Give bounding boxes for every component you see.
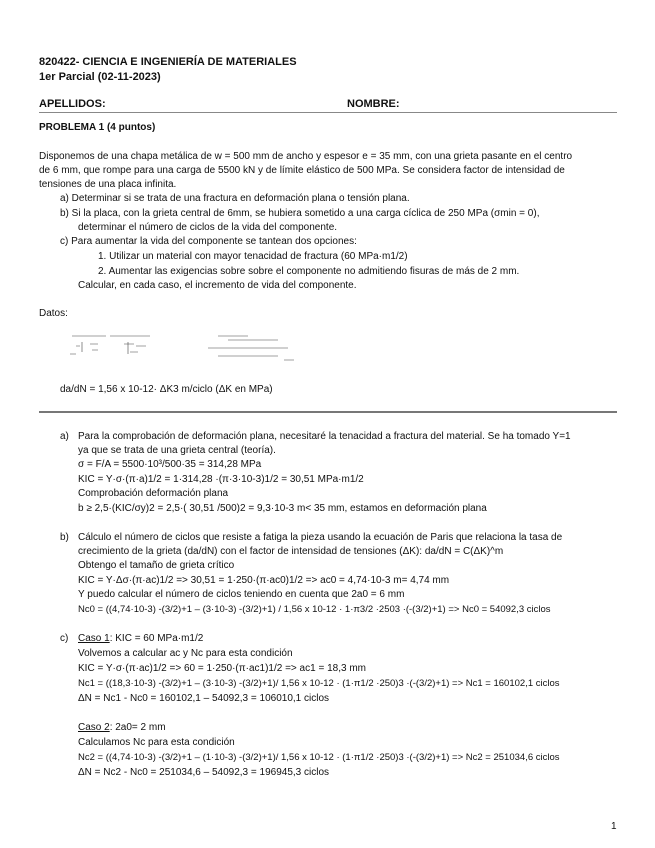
formula-images: [68, 330, 308, 374]
option-1: 1. Utilizar un material con mayor tenacidad de fractura (60 MPa·m1/2): [98, 251, 408, 262]
question-a: a) Determinar si se trata de una fractura en deformación plana o tensión plana.: [60, 193, 410, 204]
question-b-cont: determinar el número de ciclos de la vida del componente.: [78, 222, 338, 233]
solution-b-line: Y puedo calcular el número de ciclos teniendo en cuenta que 2a0 = 6 mm: [78, 589, 405, 600]
case-2-heading: [78, 721, 166, 734]
page-number: 1: [611, 821, 617, 832]
solution-b-line: KIC = Y·Δσ·(π·ac)1/2 => 30,51 = 1·250·(π·ac0)1/2 => ac0 = 4,74·10-3 m= 4,74 mm: [78, 575, 450, 586]
case-1-line: Volvemos a calcular ac y Nc para esta condición: [78, 648, 293, 659]
solution-a-line: Comprobación deformación plana: [78, 488, 229, 499]
solution-b-line: crecimiento de la grieta (da/dN) con el factor de intensidad de tensiones (ΔK): da/dN = C(ΔK)^m: [78, 546, 504, 557]
course-title: 820422- CIENCIA E INGENIERÍA DE MATERIALES: [39, 56, 297, 68]
question-b: b) Si la placa, con la grieta central de 6mm, se hubiera sometido a una carga cíclica de 250 MPa (σmin = 0),: [60, 208, 540, 219]
solution-b-line: Cálculo el número de ciclos que resiste a fatiga la pieza usando la ecuación de Paris que relaciona la tasa de: [78, 532, 563, 543]
datos-label: Datos:: [39, 308, 68, 319]
solution-b-line: Nc0 = ((4,74·10-3) -(3/2)+1 – (3·10-3) -(3/2)+1) / 1,56 x 10-12 · 1·π3/2 ·2503 ·(-(3/2)+1) => Nc0 = 54092,3 ciclos: [78, 604, 551, 615]
problem-title: PROBLEMA 1 (4 puntos): [39, 122, 156, 133]
statement-line: Disponemos de una chapa metálica de w = 500 mm de ancho y espesor e = 35 mm, con una grieta pasante en el centro: [39, 151, 573, 162]
case-1-line: Nc1 = ((18,3·10-3) -(3/2)+1 – (3·10-3) -(3/2)+1)/ 1,56 x 10-12 · (1·π1/2 ·250)3 ·(-(3/2)+1) => Nc1 = 160102,1 ciclos: [78, 678, 560, 689]
formula-scribble: [70, 342, 98, 354]
solution-a-line: ya que se trata de una grieta central (teoría).: [78, 445, 276, 456]
case-2-line: Nc2 = ((4,74·10-3) -(3/2)+1 – (1·10-3) -(3/2)+1)/ 1,56 x 10-12 · (1·π1/2 ·250)3 ·(-(3/2)+1) => Nc2 = 251034,6 ciclos: [78, 752, 560, 763]
case-2-line: ΔN = Nc2 - Nc0 = 251034,6 – 54092,3 = 196945,3 ciclos: [78, 767, 330, 778]
solution-a-line: KIC = Y·σ·(π·a)1/2 = 1·314,28 ·(π·3·10-3)1/2 = 30,51 MPa·m1/2: [78, 474, 364, 485]
question-c-instruction: Calcular, en cada caso, el incremento de vida del componente.: [78, 280, 357, 291]
case-1-title: Caso 1: [78, 633, 110, 644]
solution-a-line: Para la comprobación de deformación plana, necesitaré la tenacidad a fractura del material. Se ha tomado Y=1: [78, 431, 571, 442]
case-1-line: ΔN = Nc1 - Nc0 = 160102,1 – 54092,3 = 106010,1 ciclos: [78, 693, 330, 704]
section-divider: [39, 411, 617, 413]
solution-b-label: b): [60, 532, 69, 543]
exam-title: 1er Parcial (02-11-2023): [39, 71, 161, 83]
paris-law: da/dN = 1,56 x 10-12· ΔK3 m/ciclo (ΔK en MPa): [60, 384, 273, 395]
formula-scribble: [208, 336, 294, 360]
apellidos-label: APELLIDOS:: [39, 98, 106, 110]
solution-a-label: a): [60, 431, 69, 442]
case-2-line: Calculamos Nc para esta condición: [78, 737, 235, 748]
case-1-rest: : KIC = 60 MPa·m1/2: [109, 633, 204, 644]
case-2-title: Caso 2: [78, 722, 110, 733]
formula-scribble: [124, 342, 146, 354]
solution-a-line: b ≥ 2,5·(KIC/σy)2 = 2,5·( 30,51 /500)2 = 9,3·10-3 m< 35 mm, estamos en deformación plana: [78, 503, 487, 514]
case-1-line: KIC = Y·σ·(π·ac)1/2 => 60 = 1·250·(π·ac1)1/2 => ac1 = 18,3 mm: [78, 663, 366, 674]
solution-b-line: Obtengo el tamaño de grieta crítico: [78, 560, 235, 571]
statement-line: tensiones de una placa infinita.: [39, 179, 177, 190]
nombre-label: NOMBRE:: [347, 98, 400, 110]
case-2-rest: : 2a0= 2 mm: [109, 722, 166, 733]
header-divider: [39, 112, 617, 113]
case-1-heading: [78, 632, 203, 645]
solution-a-line: σ = F/A = 5500·10³/500·35 = 314,28 MPa: [78, 459, 262, 470]
statement-line: de 6 mm, que rompe para una carga de 5500 kN y de límite elástico de 500 MPa. Se considera factor de intensidad de: [39, 165, 565, 176]
option-2: 2. Aumentar las exigencias sobre sobre el componente no admitiendo fisuras de más de 2 mm.: [98, 266, 520, 277]
solution-c-label: c): [60, 633, 69, 644]
question-c: c) Para aumentar la vida del componente se tantean dos opciones:: [60, 236, 357, 247]
